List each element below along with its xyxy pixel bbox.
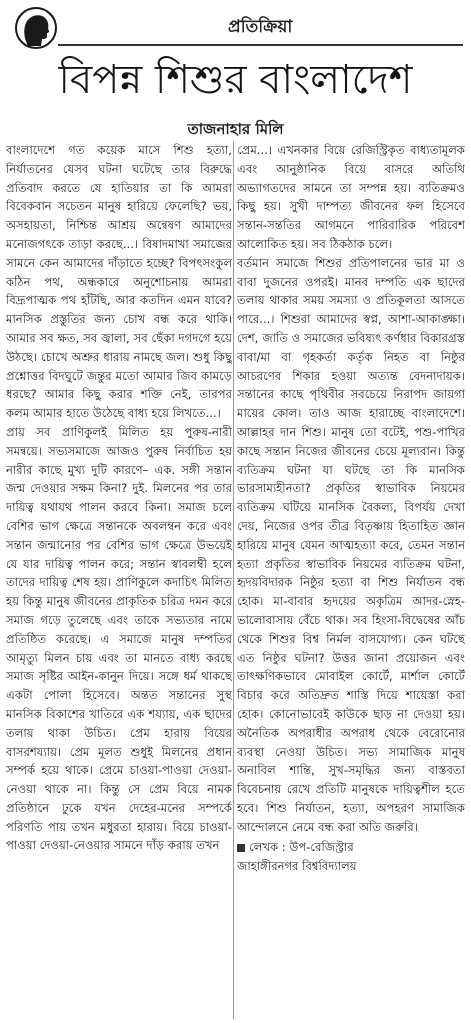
header-rule [58,44,463,46]
article-column-right [237,141,465,1021]
article-paragraph: বর্তমান সমাজে শিশুর প্রতিপালনের ভার মা ও বাবা দুজনের ওপরই। মানব দম্পতি এক ছাদের তলায় থাকার সময় সমস্যা ও প্রতিকূলতা আসতে পারে...। শিশুরা আমাদের স্বপ্ন, আশা-আকাঙ্ক্ষা। দেশ, জাতি ও সমাজের ভবিষ্যৎ কর্ণধার বিকারগ্রস্ত বাবা/মা বা গৃহকর্তা কর্তৃক নিহত বা নিষ্ঠুর আচরণের শিকার হওয়া অত্যন্ত বেদনাদায়ক। সন্তানের কাছে পৃথিবীর সবচেয়ে নিরাপদ জায়গা মায়ের কোল। তাও আজ হারাচ্ছে বাংলাদেশে। আল্লাহর দান শিশু। মানুষ তো বটেই, পশু-পাখির কাছে সন্তান নিজের জীবনের চেয়ে মূল্যবান। কিন্তু ব্যতিক্রম ঘটনা যা ঘটছে তা কি মানসিক ভারসাম্যহীনতা? প্রকৃতির স্বাভাবিক নিয়মের ব্যতিক্রম ঘটিয়ে মানসিক বৈকল্য, বিপর্যয় দেখা দেয়, নিজের ওপর তীব্র বিতৃষ্ণায় হিতাহিত জ্ঞান হারিয়ে মানুষ যেমন আত্মহত্যা করে, তেমন সন্তান হত্যা প্রকৃতির স্বাভাবিক নিয়মের ব্যতিক্রম ঘটনা, হৃদয়বিদারক নিষ্ঠুর হত্যা বা শিশু নির্যাতন বন্ধ হোক। মা-বাবার হৃদয়ের অকৃত্রিম আদর-স্নেহ-ভালোবাসায় বেঁচে থাক। সব হিংসা-বিদ্বেষের আঁচ থেকে শিশুর বিশ্ব নির্মল বাসযোগ্য। কেন ঘটছে এত নিষ্ঠুর ঘটনা? উত্তর জানা প্রয়োজন এবং তাৎক্ষণিকভাবে মোবাইল কোর্টে, মার্শাল কোর্টে বিচার করে অতিদ্রুত শাস্তি দিয়ে শায়েস্তা করা হোক। কোনোভাবেই কাউকে ছাড় না দেওয়া হয়। অনৈতিক অপরাধীর অপরাধ থেকে বেরোনোর ব্যবস্থা নেওয়া উচিত। সভ্য সামাজিক মানুষ অনাবিল শান্তি, সুখ-সমৃদ্ধির জন্য বাস্তবতা বিবেচনায় রেখে প্রতিটি মানুষকে দায়িত্বশীল হতে হবে। শিশু নির্যাতন, হত্যা, অপহরণ সামাজিক আন্দোলনে নেমে বন্ধ করা অতি জরুরি। [237,255,465,834]
article-column-left [6,141,232,1021]
author-note-line1: লেখক : উপ-রেজিস্ট্রার [249,840,354,855]
article-author: তাজনাহার মিলি [187,120,284,138]
author-note [237,838,465,876]
person-silhouette-icon [14,6,58,50]
column-divider [233,141,234,1019]
bullet-square-icon [237,844,245,852]
article-paragraph: বাংলাদেশে গত কয়েক মাসে শিশু হত্যা, নির্যাতনের যেসব ঘটনা ঘটেছে তার বিরুদ্ধে প্রতিবাদ করতে যে হাতিয়ার তা কি আমরা বিবেকবান সচেতন মানুষ হারিয়ে ফেলেছি? ভয়, অসহায়তা, নিশ্চিন্ত আশ্রয় অন্বেষণ আমাদের মনোজগৎকে তাড়া করছে...। বিষাদমাখা সমাজের সামনে কেন আমাদের দাঁড়াতে হচ্ছে? বিপৎসংকুল কঠিন পথ, অন্ধকারে অনুশোচনায় আমরা বিদ্রূপাত্মক পথ হাঁটছি, আর কতদিন এমন যাবে? মানসিক প্রস্তুতির জন্য চোখ বন্ধ করে থাকি। আমার সব ক্ষত, সব জ্বালা, সব ছেঁকা দগদগে হয়ে উঠছে। চোখে অশ্রুর ধারায় নামছে জল। শুধু কিছু প্রশ্নোত্তর বিদঘুটে জন্তুর মতো আমার জিব কামড়ে ধরছে? আমার কিছু করার শক্তি নেই, তারপর কলম আমার হাতে উঠেছে বাধ্য হয়ে লিখতে...। [6,143,232,421]
article-headline: বিপন্ন শিশুর বাংলাদেশ [58,57,413,103]
section-title: প্রতিক্রিয়া [228,17,293,37]
section-header [8,6,463,56]
article-paragraph: প্রায় সব প্রাণিকুলই মিলিত হয় পুরুষ-নারী সমন্বয়ে। সভ্যসমাজে আজও পুরুষ নির্বাচিত হয় নারীর কাছে মুখ্য দুটি কারণে– এক. সঙ্গী সন্তান জন্ম দেওয়ার সক্ষম কিনা? দুই. মিলনের পর তার দায়িত্ব যথাযথ পালন করবে কিনা। সমাজ চলে বেশির ভাগ ক্ষেত্রে সন্তানকে অবলম্বন করে এবং সন্তান জন্মানোর পর বেশির ভাগ ক্ষেত্রে উভয়েই যে যার দায়িত্ব পালন করে; সন্তান স্বাবলম্বী হলে তাদের দায়িত্ব শেষ হয়। প্রাণিকুলে কদাচিৎ মিলিত হয় কিন্তু মানুষ জীবনের প্রাকৃতিক চরিত্র দমন করে সমাজ গড়ে তুলেছে এবং তাকে সভ্যতার নামে প্রতিষ্ঠিত করেছে। এ সমাজে মানুষ দম্পতির আমৃত্যু মিলন চায় এবং তা মানতে বাধ্য করছে সমাজ সৃষ্টির আইন-কানুন দিয়ে। সঙ্গে ধর্ম থাকছে একটা পোলা হিসেবে। অন্তত সন্তানের সুস্থ মানসিক বিকাশের খাতিরে এক শয্যায়, এক ছাদের তলায় থাকা উচিত। প্রেম হারায় বিয়ের বাসরশয্যায়। প্রেম মূলত শুধুই মিলনের প্রধান সম্পর্ক হয়ে থাকে। প্রেমে চাওয়া-পাওয়া দেওয়া-নেওয়া থাকে না। কিন্তু সে প্রেম বিয়ে নামক প্রতিষ্ঠানে ঢুকে যখন দেহের-মনের সম্পর্কে পরিণতি পায় তখন মধুরতা হারায়। বিয়ে চাওয়া-পাওয়া দেওয়া-নেওয়ার সামনে দাঁড় করায় তখন [6,424,232,853]
author-note-line2: জাহাঙ্গীরনগর বিশ্ববিদ্যালয় [237,859,357,874]
article-paragraph: প্রেম...। এখনকার বিয়ে রেজিস্ট্রিকৃত বাধ্যতামূলক এবং আনুষ্ঠানিক বিয়ে বাসরে অতিথি অভ্যাগতদের সামনে তা সম্পন্ন হয়। ব্যতিক্রমও কিছু হয়। সুখী দাম্পত্য জীবনের ফল হিসেবে সন্তান-সন্ততির আগমনে পারিবারিক পরিবেশ আলোকিত হয়। সব ঠিকঠাক চলে। [237,143,465,251]
